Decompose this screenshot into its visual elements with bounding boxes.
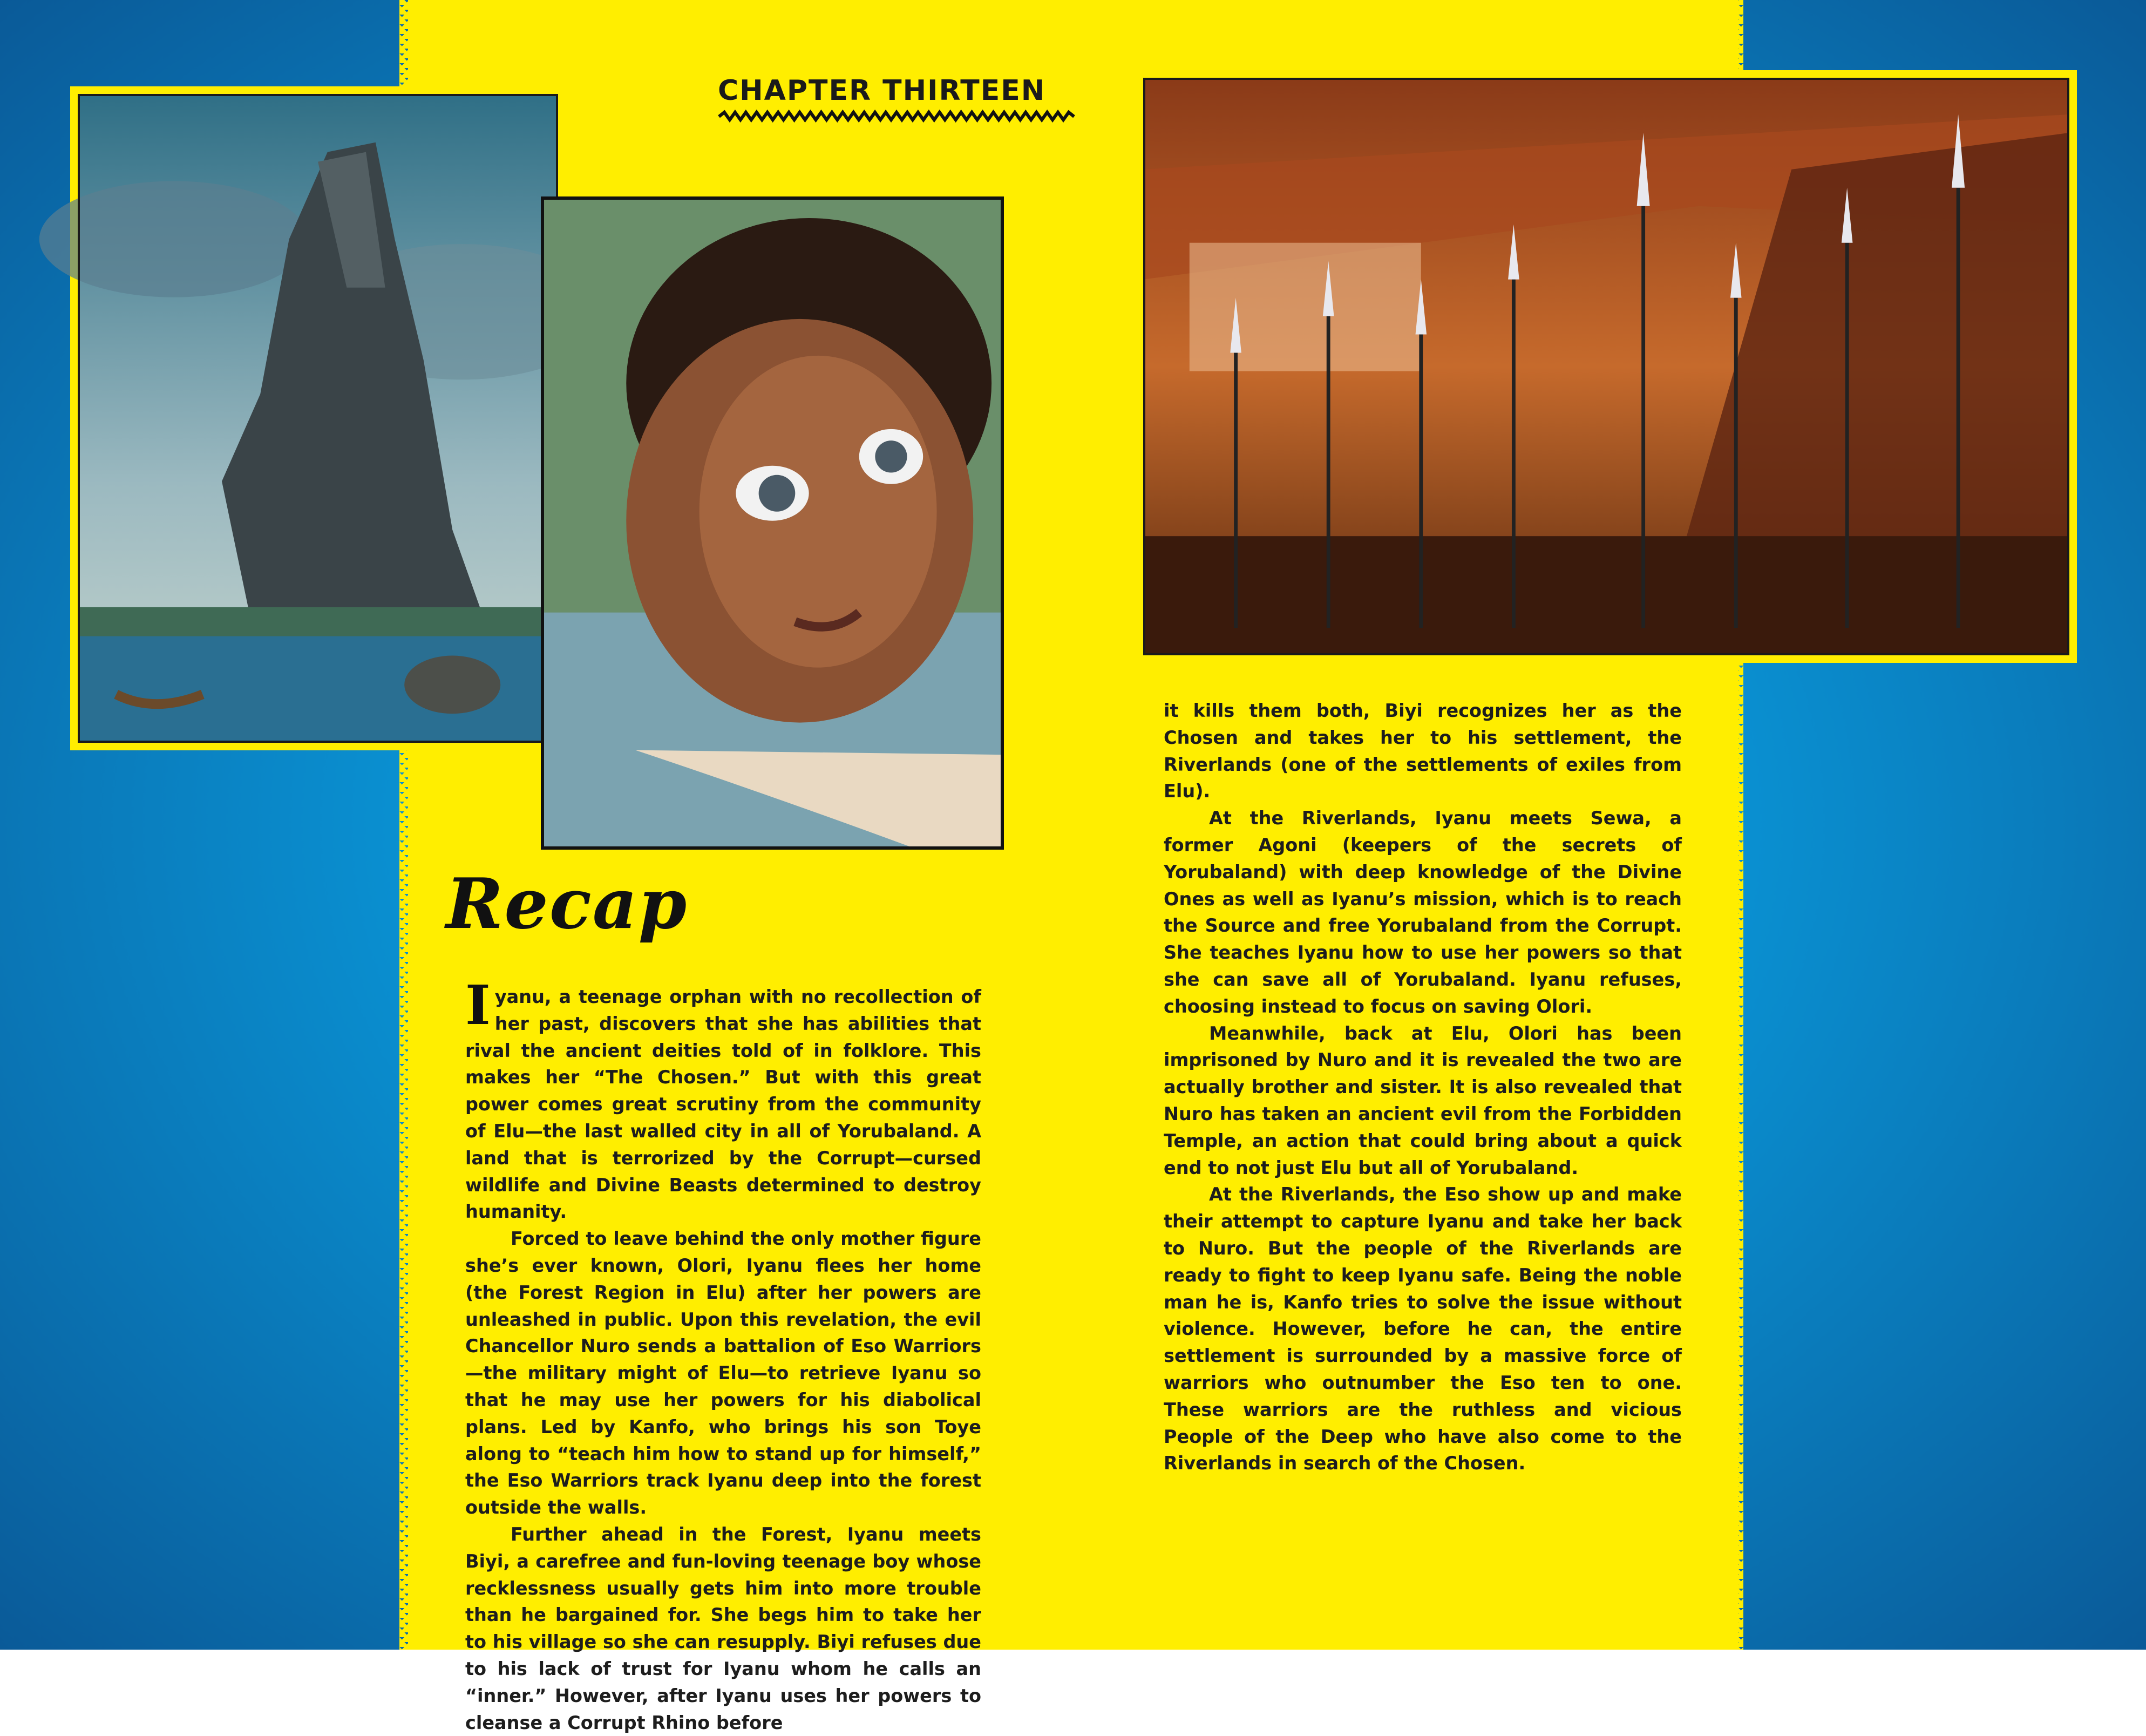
- paragraph: Forced to leave behind the only mother figure she’s ever known, Olori, Iyanu flees her home (the Forest Region in Elu) after her powers are unleashed in public. Upon this revelation, the evil Chancellor Nuro sends a battalion of Eso Warriors—the military might of Elu—to retrieve Iyanu so that he may use her powers for his diabolical plans. Led by Kanfo, who brings his son Toye along to “teach him how to stand up for himself,” the Eso Warriors track Iyanu deep into the forest outside the walls.: [465, 1228, 981, 1518]
- drop-cap: I: [465, 973, 491, 1037]
- recap-text-column-right: [1164, 697, 1682, 1477]
- paragraph: At the Riverlands, the Eso show up and make their attempt to capture Iyanu and take her back to Nuro. But the people of the Riverlands are ready to fight to keep Iyanu safe. Being the noble man he is, Kanfo tries to solve the issue without violence. However, before he can, the entire settlement is surrounded by a massive force of warriors who outnumber the Eso ten to one. These warriors are the ruthless and vicious People of the Deep who have also come to the Riverlands in search of the Chosen.: [1164, 1184, 1682, 1474]
- paragraph: Further ahead in the Forest, Iyanu meets Biyi, a carefree and fun-loving teenage boy whose recklessness usually gets him into more trouble than he bargained for. She begs him to take her to his village so she can resupply. Biyi refuses due to his lack of trust for Iyanu whom he calls an “inner.” However, after Iyanu uses her powers to cleanse a Corrupt Rhino before: [465, 1523, 981, 1733]
- illustration-stone-tower: [70, 86, 566, 750]
- illustration-iyanu-portrait: [541, 196, 1004, 850]
- paragraph: At the Riverlands, Iyanu meets Sewa, a former Agoni (keepers of the secrets of Yorubaland) with deep knowledge of the Divine Ones as well as Iyanu’s mission, which is to reach the Source and free Yorubaland from the Corrupt. She teaches Iyanu how to use her powers so that she can save all of Yorubaland. Iyanu refuses, choosing instead to focus on saving Olori.: [1164, 808, 1682, 1017]
- chapter-underline-zigzag: [719, 110, 1074, 122]
- paragraph: Meanwhile, back at Elu, Olori has been imprisoned by Nuro and it is revealed the two are actually brother and sister. It is also revealed that Nuro has taken an ancient evil from the Forbidden Temple, an action that could bring about a quick end to not just Elu but all of Yorubaland.: [1164, 1022, 1682, 1178]
- illustration-riverlands-army: [1136, 70, 2077, 663]
- chapter-title: CHAPTER THIRTEEN: [718, 74, 1046, 107]
- paragraph: it kills them both, Biyi recognizes her as the Chosen and takes her to his settlement, the Riverlands (one of the settlements of exiles from Elu).: [1164, 700, 1682, 802]
- recap-heading: Recap: [446, 864, 688, 945]
- recap-text-column-left: [465, 973, 981, 1736]
- paragraph: Iyanu, a teenage orphan with no recollection of her past, discovers that she has abilities that rival the ancient deities told of in folklore. This makes her “The Chosen.” But with this great power comes great scrutiny from the community of Elu—the last walled city in all of Yorubaland. A land that is terrorized by the Corrupt—cursed wildlife and Divine Beasts determined to destroy humanity.: [465, 973, 981, 1223]
